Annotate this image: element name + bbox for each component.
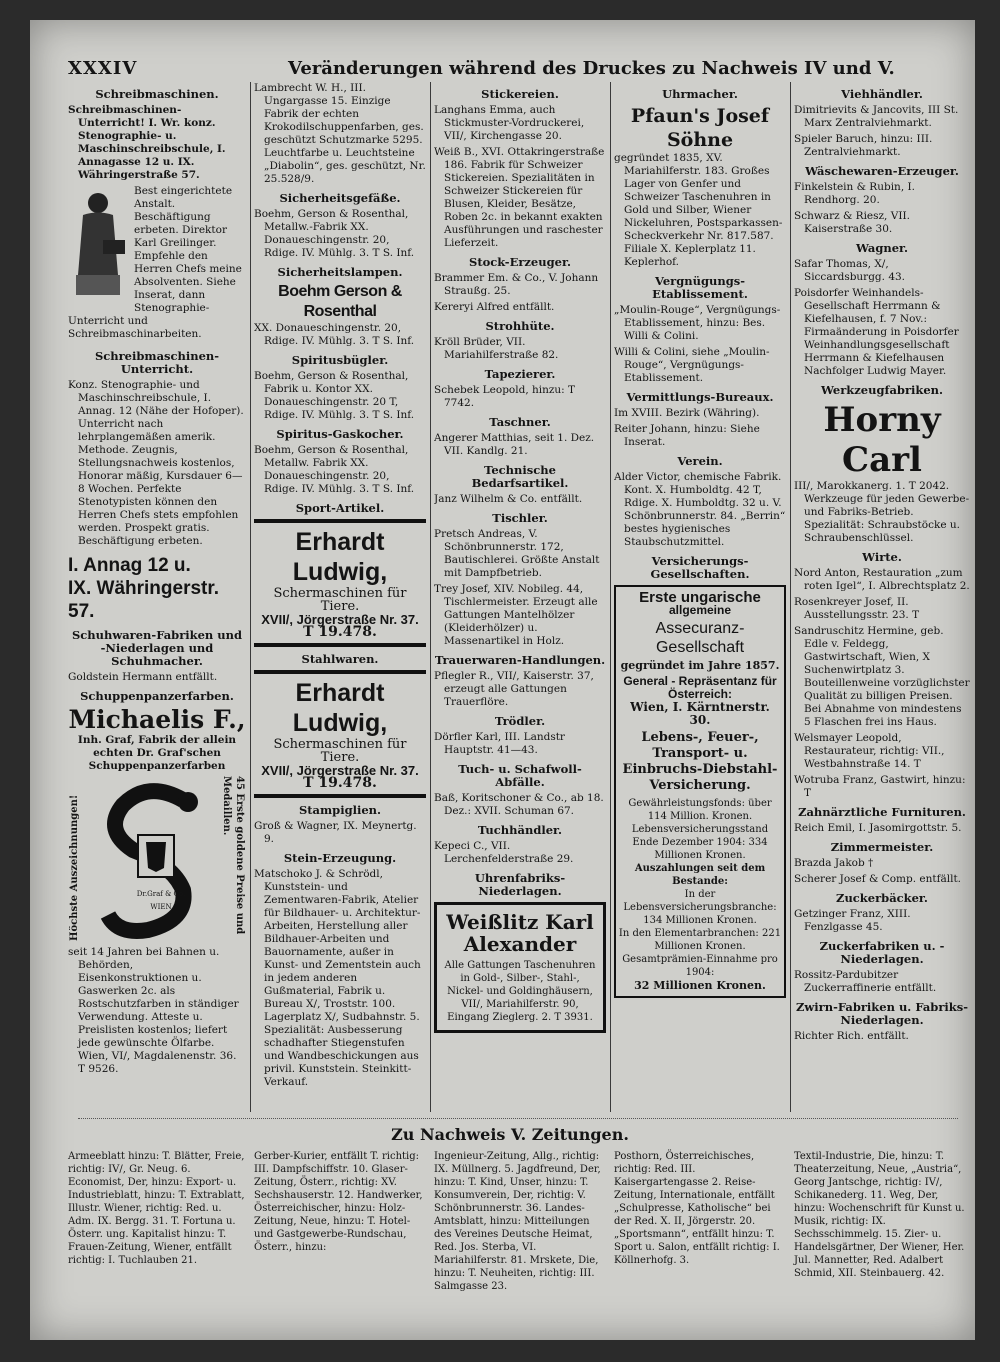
section-heading: Technische Bedarfsartikel. [471, 463, 569, 490]
listing-entry: Richter Rich. entfällt. [794, 1030, 909, 1042]
section-heading: Schuppenpanzerfarben. [80, 689, 234, 703]
column-rule [790, 82, 791, 1112]
page-title: Veränderungen während des Druckes zu Nachweis IV und V. [288, 58, 895, 79]
section-heading: Verein. [677, 454, 723, 468]
listing-entry: Angerer Matthias, seit 1. Dez. VII. Kandlg. 21. [434, 432, 595, 457]
listing-entry: seit 14 Jahren bei Bahnen u. Behörden, Eisenkonstruktionen u. Gaswerken 2c. als Rostschutzfarben in ständiger Verwendung. Atteste u. Preislisten kostenlos; liefert jede gewünschte Ölfarbe. Wien, VI/, Magdalenenstr. 36. T 9526. [68, 946, 239, 1075]
listing-entry: Langhans Emma, auch Stickmuster-Vordruckerei, VII/, Kirchengasse 20. [434, 104, 585, 142]
section-heading: Sport-Artikel. [295, 501, 385, 515]
listing-entry: Schreibmaschinen-Unterricht! I. Wr. konz. Stenographie- u. Maschinschreibschule, I. Annagasse 12 u. IX. Währingerstraße 57. [68, 104, 226, 181]
section-heading: Sicherheitsgefäße. [279, 191, 401, 205]
section-heading: Stampiglien. [298, 803, 382, 817]
ad-phone: T 19.478. [303, 775, 377, 791]
column-rule [250, 82, 251, 1112]
listing-entry: Rossitz-Pardubitzer Zuckerraffinerie entfällt. [794, 969, 937, 994]
listing-entry: Pflegler R., VII/, Kaiserstr. 37, erzeugt alle Gattungen Trauerflöre. [434, 670, 594, 708]
ad-line: Wien, I. Kärntnerstr. 30. [630, 700, 770, 727]
woman-illustration [68, 185, 128, 305]
section-heading: Versicherungs-Gesellschaften. [650, 554, 750, 581]
listing-entry: Konz. Stenographie- und Maschinschreibschule, I. Annag. 12 (Nähe der Hofoper). Unterricht nach lehrplangemäßen amerik. Methode. Zeugnis, Stellungsnachweis kostenlos, Honorar mäßig, Kursdauer 6—8 Wochen. Perfekte Stenotypisten können den Herren Chefs stets empfohlen werden. Prospekt gratis. Beschäftigung erbeten. [68, 379, 244, 547]
section-heading: Tischler. [492, 511, 548, 525]
listing-entry: Scherer Josef & Comp. entfällt. [794, 873, 962, 885]
column-rule [430, 82, 431, 1112]
section-heading: Spiritusbügler. [291, 353, 389, 367]
section-heading: Zimmermeister. [830, 840, 934, 854]
ad-line: gegründet im Jahre 1857. [620, 659, 780, 672]
listing-entry: Baß, Koritschoner & Co., ab 18. Dez.: XVII. Schuman 67. [434, 792, 604, 817]
listing-entry: Best eingerichtete Anstalt. Beschäftigung erbeten. Direktor Karl Greilinger. Empfehle den Herren Chefs meine Absolventen. Siehe Inserat, dann Stenographie-Unterricht und Schreibmaschinarbeiten. [68, 185, 242, 340]
newspaper-column-3: Ingenieur-Zeitung, Allg., richtig: IX. Müllnerg. 5. Jagdfreund, Der, hinzu: T. Kind, Unser, hinzu: T. Konsumverein, Der, richtig: V. Schönbrunnerstr. 36. Landes-Amtsblatt, hinzu: Mitteilungen des Vereines Deutsche Heimat, Red. Jos. Sterba, VI. Mariahilferstr. 81. Mrskete, Die, hinzu: T. Neuheiten, richtig: III. Salmgasse 23. [434, 1151, 601, 1292]
ad-text: Alle Gattungen Taschenuhren in Gold-, Silber-, Stahl-, Nickel- und Goldinghäusern, VII/, Mariahilferstr. 90, Eingang Zieglerg. 2. T 3931. [444, 960, 596, 1023]
dragon-logo-icon [88, 780, 223, 940]
listing-entry: Schebek Leopold, hinzu: T 7742. [434, 384, 576, 409]
section-heading: Strohhüte. [485, 319, 555, 333]
column-4 [614, 82, 786, 1112]
section-heading: Zahnärztliche Furnituren. [798, 805, 966, 819]
ad-line: Erste ungarische [639, 589, 761, 606]
advertiser-name: Michaelis F., [68, 705, 246, 734]
listing-entry: Kröll Brüder, VII. Mariahilferstraße 82. [434, 336, 559, 361]
listing-entry: Boehm, Gerson & Rosenthal, Metallw. Fabrik XX. Donaueschingenstr. 20, Rdige. IV. Mühlg. 3. T S. Inf. [254, 444, 415, 495]
listing-entry: Kereryi Alfred entfällt. [434, 301, 555, 313]
section-heading: Wäschewaren-Erzeuger. [805, 164, 959, 178]
ad-address: XVII/, Jörgerstraße Nr. 37. [261, 612, 419, 627]
ad-line: IX. Währingerstr. 57. [68, 578, 219, 622]
ad-side-text: 45 Erste goldene Preise und Medaillen. [221, 776, 245, 935]
listing-entry: Lambrecht W. H., III. Ungargasse 15. Einzige Fabrik der echten Krokodilschuppenfarben, ges. geschützt Schutzmarke 5295. Leuchtfarbe u. Leuchtsteine „Diabolin“, ges. geschützt, Nr. 25.528/9. [254, 82, 426, 185]
section-divider [78, 1118, 958, 1119]
section-heading: Zuckerfabriken u. -Niederlagen. [819, 939, 945, 966]
newspaper-column-5: Textil-Industrie, Die, hinzu: T. Theaterzeitung, Neue, „Austria“, Georg Jantschge, richtig: IV/, Schikanederg. 11. Weg, Der, hinzu: Wochenschrift für Kunst u. Musik, richtig: IX. Sechsschimmelg. 15. Zier- u. Handelsgärtner, Der Wiener, Her. Jul. Mannetter, Red. Adalbert Schmid, XII. Steinbauerg. 42. [794, 1151, 965, 1279]
section-heading: Zuckerbäcker. [836, 891, 928, 905]
ad-line: In den Elementarbranchen: 221 Millionen Kronen. [618, 928, 782, 952]
insurance-advertisement [614, 585, 786, 998]
document-page [30, 20, 975, 1340]
divider [254, 643, 426, 647]
section-heading: Schuhwaren-Fabriken und -Niederlagen und Schuhmacher. [71, 628, 243, 668]
section-heading: Werkzeugfabriken. [820, 383, 944, 397]
ad-line: Auszahlungen seit dem Bestande: [634, 863, 766, 887]
advertiser-name: Pfaun's Josef Söhne [630, 105, 770, 151]
section-heading: Uhrmacher. [662, 87, 738, 101]
section-heading: Uhrenfabriks-Niederlagen. [474, 871, 566, 898]
listing-entry: Safar Thomas, X/, Siccardsburgg. 43. [794, 258, 906, 283]
listing-entry: Boehm, Gerson & Rosenthal, Fabrik u. Kontor XX. Donaueschingenstr. 20 T, Rdige. IV. Mühlg. 3. T S. Inf. [254, 370, 415, 421]
listing-entry: Alder Victor, chemische Fabrik. Kont. X. Humboldtg. 42 T, Rdige. X. Humboldtg. 32 u. V. Schönbrunnerstr. 84. „Berrin“ bestes hygienisches Staubschutzmittel. [614, 471, 786, 548]
listing-entry: Dimitrievits & Jancovits, III St. Marx Zentralviehmarkt. [794, 104, 959, 129]
section-heading: Spiritus-Gaskocher. [276, 427, 404, 441]
ad-line: Lebensversicherungsstand Ende Dezember 1904: 334 Millionen Kronen. [631, 824, 769, 861]
section-heading: Schreibmaschinen-Unterricht. [94, 349, 220, 376]
section-heading: Trödler. [494, 714, 546, 728]
listing-entry: Groß & Wagner, IX. Meynertg. 9. [254, 820, 417, 845]
section-heading: Tapezierer. [484, 367, 556, 381]
column-5 [794, 82, 970, 1112]
listing-entry: Dörfler Karl, III. Landstr Hauptstr. 41—43. [434, 731, 565, 756]
section-heading: Stahlwaren. [301, 652, 379, 666]
address-advertisement [68, 554, 246, 623]
listing-entry: Wotruba Franz, Gastwirt, hinzu: T [794, 774, 966, 799]
listing-entry: Trey Josef, XIV. Nobileg. 44, Tischlermeister. Erzeugt alle Gattungen Mantelhölzer (Kleiderhölzer) u. Massenartikel in Holz. [434, 583, 598, 647]
newspaper-column-4: Posthorn, Österreichisches, richtig: Red. III. Kaisergartengasse 2. Reise-Zeitung, Internationale, entfällt „Schulpresse, Katholische“ bei der Red. X. II, Jörgerstr. 20. „Sportsmann“, entfällt hinzu: T. Sport u. Salon, entfällt richtig: I. Köllnerhofg. 3. [614, 1151, 780, 1266]
section-heading: Wagner. [855, 241, 909, 255]
listing-entry: Willi & Colini, siehe „Moulin-Rouge“, Vergnügungs-Etablissement. [614, 346, 770, 384]
ad-subtitle: Schermaschinen für Tiere. [273, 737, 407, 765]
ad-line: 32 Millionen Kronen. [634, 979, 766, 992]
listing-entry: XX. Donaueschingenstr. 20, Rdige. IV. Mühlg. 3. T S. Inf. [254, 322, 415, 347]
section-title: Zu Nachweis V. Zeitungen. [391, 1125, 629, 1144]
page-number: XXXIV [68, 58, 138, 79]
ad-line: Gewährleistungsfonds: über 114 Million. Kronen. [628, 798, 772, 822]
listing-entry: III/, Marokkanerg. 1. T 2042. Werkzeuge für jeden Gewerbe- und Fabriks-Betrieb. Spezialität: Schraubstöcke u. Schraubenschlüssel. [794, 480, 970, 544]
newspaper-column-2: Gerber-Kurier, entfällt T. richtig: III. Dampfschiffstr. 10. Glaser-Zeitung, Österr., richtig: XV. Sechshauserstr. 12. Handwerker, Österreichischer, hinzu: Holz-Zeitung, Neue, hinzu: T. Hotel- und Gastgewerbe-Rundschau, Österr., hinzu: [254, 1151, 423, 1253]
column-2 [254, 82, 426, 1112]
section-heading: Zwirn-Fabriken u. Fabriks-Niederlagen. [795, 1000, 968, 1027]
listing-entry: gegründet 1835, XV. Mariahilferstr. 183. Großes Lager von Genfer und Schweizer Taschenuhren in Gold und Silber, Wiener Nickeluhren, Postsparkassen-Scheckverkehr Nr. 817.587. Filiale X. Keplerplatz 11. Keplerhof. [614, 152, 783, 268]
advertiser-name: Erhardt Ludwig, [292, 528, 388, 586]
section-heading: Trauerwaren-Handlungen. [434, 653, 606, 667]
listing-entry: Poisdorfer Weinhandels-Gesellschaft Herrmann & Kiefelhausen, f. 7 Nov.: Firmaänderung in Poisdorfer Weinhandlungsgesellschaft Herrmann & Kiefelhausen Nachfolger Ludwig Mayer. [794, 287, 959, 377]
listing-entry: Weiß B., XVI. Ottakringerstraße 186. Fabrik für Schweizer Stickereien. Spezialitäten in Schweizer Stickereien für Blusen, Kleider, Besätze, Roben 2c. in bekannt exakten Ausführungen und raschester Lieferzeit. [434, 146, 605, 249]
section-heading: Stock-Erzeuger. [469, 255, 571, 269]
column-rule [610, 82, 611, 1112]
advertiser-name: Horny Carl [823, 400, 941, 480]
ad-subtitle: Schermaschinen für Tiere. [273, 586, 407, 614]
listing-entry: Brazda Jakob † [794, 857, 874, 869]
ad-line: Lebens-, Feuer-, Transport- u. Einbruchs-Diebstahl-Versicherung. [622, 730, 778, 793]
ad-phone: T 19.478. [303, 624, 377, 640]
page-header [68, 58, 968, 82]
listing-entry: Goldstein Hermann entfällt. [68, 671, 218, 683]
ad-text: Inh. Graf, Fabrik der allein echten Dr. Graf'schen Schuppenpanzerfarben [77, 734, 237, 772]
section-heading: Vergnügungs-Etablissement. [652, 274, 748, 301]
dragon-logo-text: Dr.Graf & Co. WIEN [136, 890, 186, 911]
listing-entry: Finkelstein & Rubin, I. Rendhorg. 20. [794, 181, 915, 206]
listing-entry: Janz Wilhelm & Co. entfällt. [434, 493, 583, 505]
listing-entry: Spieler Baruch, hinzu: III. Zentralviehmarkt. [794, 133, 933, 158]
section-heading: Wirte. [862, 550, 902, 564]
section-heading: Tuchhändler. [477, 823, 563, 837]
listing-entry: Schwarz & Riesz, VII. Kaiserstraße 30. [794, 210, 910, 235]
ad-line: In der Lebensversicherungsbranche: 134 Millionen Kronen. [623, 889, 777, 926]
ad-line: General - Repräsentanz für Österreich: [623, 674, 777, 701]
section-heading: Viehhändler. [841, 87, 923, 101]
dragon-advertisement [68, 776, 246, 946]
advertisement-box [68, 185, 246, 341]
listing-entry: Im XVIII. Bezirk (Währing). [614, 407, 760, 419]
listing-entry: Reiter Johann, hinzu: Siehe Inserat. [614, 423, 760, 448]
section-heading: Tuch- u. Schafwoll-Abfälle. [458, 762, 582, 789]
listing-entry: Boehm, Gerson & Rosenthal, Metallw.-Fabrik XX. Donaueschingenstr. 20, Rdige. IV. Mühlg. 3. T S. Inf. [254, 208, 415, 259]
listing-entry: Matschoko J. & Schrödl, Kunststein- und Zementwaren-Fabrik, Atelier für Bildhauer- u. Architektur-Arbeiten, Herstellung aller Bildhauer-Arbeiten und Bauornamente, außer in Kunst- und Zementstein auch in jedem anderen Gußmaterial, Fabrik u. Bureau X/, Troststr. 100. Lagerplatz X/, Sudbahnstr. 5. Spezialität: Ausbesserung schadhafter Stiegenstufen und Wandbeschickungen aus privil. Kunststein. Steinkitt-Verkauf. [254, 868, 421, 1088]
listing-entry: Reich Emil, I. Jasomirgottstr. 5. [794, 822, 962, 834]
ad-line: Gesamtprämien-Einnahme pro 1904: [622, 954, 778, 978]
section-heading: Taschner. [489, 415, 551, 429]
ad-line: Assecuranz-Gesellschaft [655, 620, 745, 656]
section-heading: Schreibmaschinen. [95, 87, 219, 101]
divider [254, 794, 426, 798]
listing-entry: „Moulin-Rouge“, Vergnügungs-Etablissement, hinzu: Bes. Willi & Colini. [614, 304, 781, 342]
listing-entry: Brammer Em. & Co., V. Johann Straußg. 25. [434, 272, 599, 297]
section-heading: Stein-Erzeugung. [283, 851, 397, 865]
divider [254, 519, 426, 523]
column-1 [68, 82, 246, 1112]
column-3 [434, 82, 606, 1112]
newspaper-column-1: Armeeblatt hinzu: T. Blätter, Freie, richtig: IV/, Gr. Neug. 6. Economist, Der, hinzu: Export- u. Industrieblatt, hinzu: T. Extrablatt, Illustr. Wiener, richtig: Red. u. Adm. IX. Bergg. 31. T. Fortuna u. Österr. ung. Kapitalist hinzu: T. Frauen-Zeitung, Wiener, entfällt richtig: I. Tuchlauben 21. [68, 1151, 245, 1266]
ad-address: XVII/, Jörgerstraße Nr. 37. [261, 763, 419, 778]
listing-entry: Welsmayer Leopold, Restaurateur, richtig: VII., Westbahnstraße 14. T [794, 732, 945, 770]
advertiser-name: Boehm Gerson & Rosenthal [278, 283, 402, 320]
section-heading: Stickereien. [481, 87, 559, 101]
watch-advertisement [434, 902, 606, 1033]
section-heading: Vermittlungs-Bureaux. [626, 390, 774, 404]
divider [254, 670, 426, 674]
ad-line: I. Annag 12 u. [68, 555, 191, 576]
ad-side-text: Höchste Auszeichnungen! [69, 794, 80, 941]
advertiser-name: Weißlitz Karl Alexander [446, 910, 594, 956]
listing-entry: Rosenkreyer Josef, II. Ausstellungsstr. 23. T [794, 596, 920, 621]
section-heading: Sicherheitslampen. [277, 265, 403, 279]
ad-line: allgemeine [668, 603, 732, 617]
listing-entry: Kepeci C., VII. Lerchenfelderstraße 29. [434, 840, 574, 865]
listing-entry: Sandruschitz Hermine, geb. Edle v. Feldegg, Gastwirtschaft, Wien, X Suchenwirtplatz 3. Bouteillenweine vorzüglichster Qualität zu billigen Preisen. Bei Abnahme von mindestens 5 Flaschen frei ins Haus. [794, 625, 970, 728]
listing-entry: Getzinger Franz, XIII. Fenzlgasse 45. [794, 908, 911, 933]
listing-entry: Pretsch Andreas, V. Schönbrunnerstr. 172, Bautischlerei. Größte Anstalt mit Dampfbetrieb. [434, 528, 600, 579]
advertiser-name: Erhardt Ludwig, [292, 679, 388, 737]
listing-entry: Nord Anton, Restauration „zum roten Igel“, I. Albrechtsplatz 2. [794, 567, 970, 592]
